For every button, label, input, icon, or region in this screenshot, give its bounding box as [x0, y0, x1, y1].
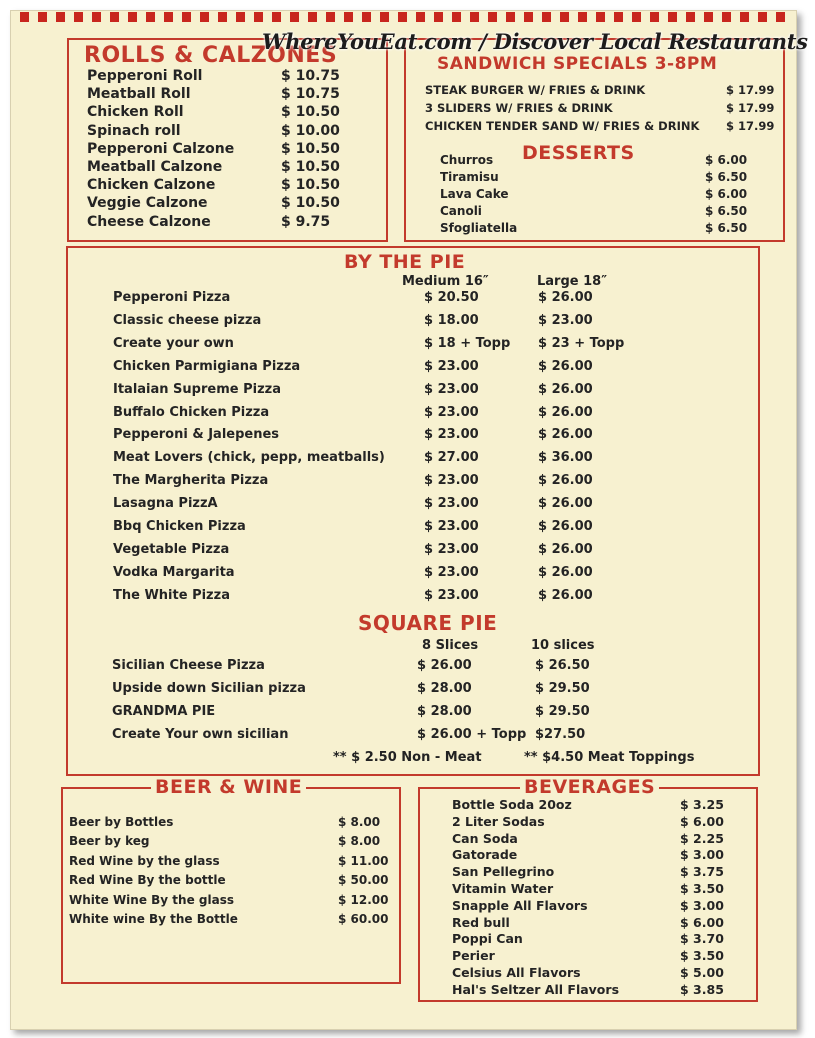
- item-price: $ 10.50: [281, 159, 340, 175]
- item-name: Celsius All Flavors: [452, 965, 581, 980]
- item-price: $ 23.00: [424, 519, 479, 534]
- beer-wine-title: BEER & WINE: [151, 776, 306, 798]
- item-name: Cheese Calzone: [87, 213, 211, 230]
- item-price: $ 23.00: [424, 427, 479, 443]
- item-price: $ 26.00: [538, 541, 593, 557]
- item-name: Pepperoni Roll: [87, 68, 203, 84]
- item-price: $ 12.00: [338, 892, 389, 907]
- item-price: $ 8.00: [338, 834, 381, 849]
- item-price: $ 23.00: [424, 381, 479, 397]
- item-price: $ 3.50: [680, 948, 724, 964]
- item-name: Meatball Roll: [87, 86, 191, 103]
- item-price: $ 26.00: [538, 496, 593, 512]
- item-name: Sicilian Cheese Pizza: [112, 658, 265, 673]
- item-name: Can Soda: [452, 830, 518, 846]
- item-price: $ 26.00: [538, 564, 593, 580]
- item-name: White Wine By the glass: [69, 892, 234, 907]
- item-price: $ 26.00: [538, 473, 593, 489]
- item-name: Sfogliatella: [440, 221, 518, 235]
- item-price: $ 26.00: [417, 658, 472, 673]
- by-the-pie-col-large: Large 18″: [537, 274, 608, 289]
- item-price: $ 23.00: [424, 496, 479, 512]
- item-name: Vodka Margarita: [113, 564, 235, 580]
- item-name: Pepperoni & Jalepenes: [113, 427, 280, 443]
- item-price: $ 29.50: [535, 681, 590, 696]
- item-name: San Pellegrino: [452, 864, 555, 880]
- item-name: Bbq Chicken Pizza: [113, 519, 246, 534]
- item-name: Red Wine by the glass: [69, 853, 220, 868]
- item-price: $ 26.00 + Topp: [417, 727, 527, 742]
- item-name: Tiramisu: [440, 170, 499, 184]
- item-price: $ 23.00: [538, 312, 593, 328]
- item-name: Hal's Seltzer All Flavors: [452, 981, 620, 997]
- item-price: $ 3.50: [680, 881, 724, 896]
- item-name: Perier: [452, 948, 495, 964]
- item-name: Veggie Calzone: [87, 195, 208, 212]
- item-name: Meatball Calzone: [87, 159, 223, 175]
- item-price: $ 36.00: [538, 450, 593, 466]
- item-name: Red bull: [452, 914, 510, 930]
- item-name: Chicken Parmigiana Pizza: [113, 358, 301, 374]
- by-the-pie-col-medium: Medium 16″: [402, 274, 489, 289]
- item-price: $ 17.99: [726, 83, 775, 97]
- item-name: CHICKEN TENDER SAND W/ FRIES & DRINK: [425, 119, 700, 133]
- item-name: The White Pizza: [113, 587, 230, 603]
- item-price: $ 26.00: [538, 587, 593, 603]
- item-name: Canoli: [440, 204, 482, 218]
- square-pie-col-10: 10 slices: [531, 638, 595, 653]
- item-name: Spinach roll: [87, 122, 181, 139]
- item-name: Pepperoni Calzone: [87, 140, 235, 157]
- item-price: $ 28.00: [417, 704, 472, 719]
- item-price: $ 26.00: [538, 358, 593, 374]
- item-price: $ 10.50: [281, 104, 340, 121]
- item-price: $ 10.50: [281, 177, 340, 194]
- item-name: GRANDMA PIE: [112, 704, 216, 719]
- item-price: $ 29.50: [535, 704, 590, 719]
- item-name: White wine By the Bottle: [69, 912, 238, 926]
- item-price: $ 23 + Topp: [538, 335, 625, 351]
- item-name: STEAK BURGER W/ FRIES & DRINK: [425, 83, 646, 97]
- item-price: $ 10.75: [281, 86, 340, 103]
- item-price: $ 23.00: [424, 541, 479, 557]
- item-price: $ 5.00: [680, 965, 724, 980]
- item-name: Beer by keg: [69, 834, 150, 849]
- item-price: $ 8.00: [338, 815, 381, 829]
- item-price: $ 27.00: [424, 450, 479, 466]
- sandwich-title: SANDWICH SPECIALS 3-8PM: [437, 54, 718, 74]
- item-price: $ 9.75: [281, 213, 331, 230]
- item-price: $ 23.00: [424, 564, 479, 580]
- topping-note-nonmeat: ** $ 2.50 Non - Meat: [333, 750, 482, 765]
- item-price: $27.50: [535, 727, 586, 742]
- item-name: Vegetable Pizza: [113, 541, 230, 557]
- beverages-title: BEVERAGES: [520, 776, 659, 798]
- item-price: $ 26.00: [538, 381, 593, 397]
- rolls-title: ROLLS & CALZONES: [84, 43, 338, 68]
- item-name: 3 SLIDERS W/ FRIES & DRINK: [425, 101, 613, 115]
- item-name: 2 Liter Sodas: [452, 813, 545, 829]
- item-price: $ 18 + Topp: [424, 335, 511, 351]
- item-price: $ 17.99: [726, 119, 775, 133]
- item-name: Classic cheese pizza: [113, 312, 262, 328]
- item-price: $ 3.00: [680, 897, 724, 913]
- item-name: Vitamin Water: [452, 881, 554, 896]
- item-price: $ 6.00: [705, 187, 748, 201]
- desserts-title: DESSERTS: [522, 142, 635, 164]
- item-price: $ 23.00: [424, 473, 479, 489]
- item-price: $ 3.85: [680, 981, 724, 997]
- item-name: Chicken Roll: [87, 104, 184, 121]
- item-price: $ 6.00: [680, 813, 724, 829]
- item-price: $ 17.99: [726, 101, 775, 115]
- item-price: $ 26.00: [538, 519, 593, 534]
- item-price: $ 2.25: [680, 830, 724, 846]
- item-price: $ 6.50: [705, 170, 748, 184]
- item-price: $ 6.50: [705, 204, 748, 218]
- item-price: $ 3.25: [680, 797, 724, 812]
- item-name: Pepperoni Pizza: [113, 290, 231, 305]
- item-price: $ 6.00: [680, 914, 724, 930]
- item-name: Create Your own sicilian: [112, 727, 289, 742]
- watermark: WhereYouEat.com / Discover Local Restaurants: [262, 29, 808, 54]
- item-name: Create your own: [113, 335, 234, 351]
- item-price: $ 60.00: [338, 912, 389, 926]
- by-the-pie-title: BY THE PIE: [344, 251, 466, 273]
- item-price: $ 26.00: [538, 427, 593, 443]
- item-price: $ 3.00: [680, 847, 724, 863]
- item-name: Meat Lovers (chick, pepp, meatballs): [113, 450, 385, 466]
- item-price: $ 10.00: [281, 122, 340, 139]
- item-name: Buffalo Chicken Pizza: [113, 404, 270, 420]
- item-price: $ 10.50: [281, 195, 340, 212]
- item-name: Lasagna PizzA: [113, 496, 218, 512]
- item-name: Lava Cake: [440, 187, 509, 201]
- item-price: $ 10.50: [281, 140, 340, 157]
- item-price: $ 18.00: [424, 312, 479, 328]
- item-price: $ 6.00: [705, 153, 748, 167]
- item-price: $ 26.50: [535, 658, 590, 673]
- item-name: Chicken Calzone: [87, 177, 216, 194]
- item-price: $ 26.00: [538, 290, 593, 305]
- item-price: $ 23.00: [424, 404, 479, 420]
- item-name: Beer by Bottles: [69, 815, 174, 829]
- item-price: $ 10.75: [281, 68, 340, 84]
- item-price: $ 20.50: [424, 290, 479, 305]
- item-price: $ 3.70: [680, 931, 724, 947]
- item-price: $ 3.75: [680, 864, 724, 880]
- item-name: Red Wine By the bottle: [69, 873, 226, 888]
- item-name: Gatorade: [452, 847, 518, 863]
- item-price: $ 26.00: [538, 404, 593, 420]
- item-price: $ 23.00: [424, 358, 479, 374]
- item-name: Snapple All Flavors: [452, 897, 588, 913]
- item-price: $ 6.50: [705, 221, 748, 235]
- square-pie-title: SQUARE PIE: [358, 611, 498, 635]
- item-name: The Margherita Pizza: [113, 473, 269, 489]
- item-price: $ 11.00: [338, 853, 389, 868]
- square-pie-col-8: 8 Slices: [422, 638, 479, 653]
- item-price: $ 28.00: [417, 681, 472, 696]
- topping-note-meat: ** $4.50 Meat Toppings: [524, 750, 695, 765]
- item-price: $ 50.00: [338, 873, 389, 888]
- item-name: Upside down Sicilian pizza: [112, 681, 306, 696]
- item-price: $ 23.00: [424, 587, 479, 603]
- item-name: Bottle Soda 20oz: [452, 797, 572, 812]
- item-name: Italaian Supreme Pizza: [113, 381, 281, 397]
- item-name: Poppi Can: [452, 931, 523, 947]
- item-name: Churros: [440, 153, 494, 167]
- checkered-border: [20, 12, 790, 22]
